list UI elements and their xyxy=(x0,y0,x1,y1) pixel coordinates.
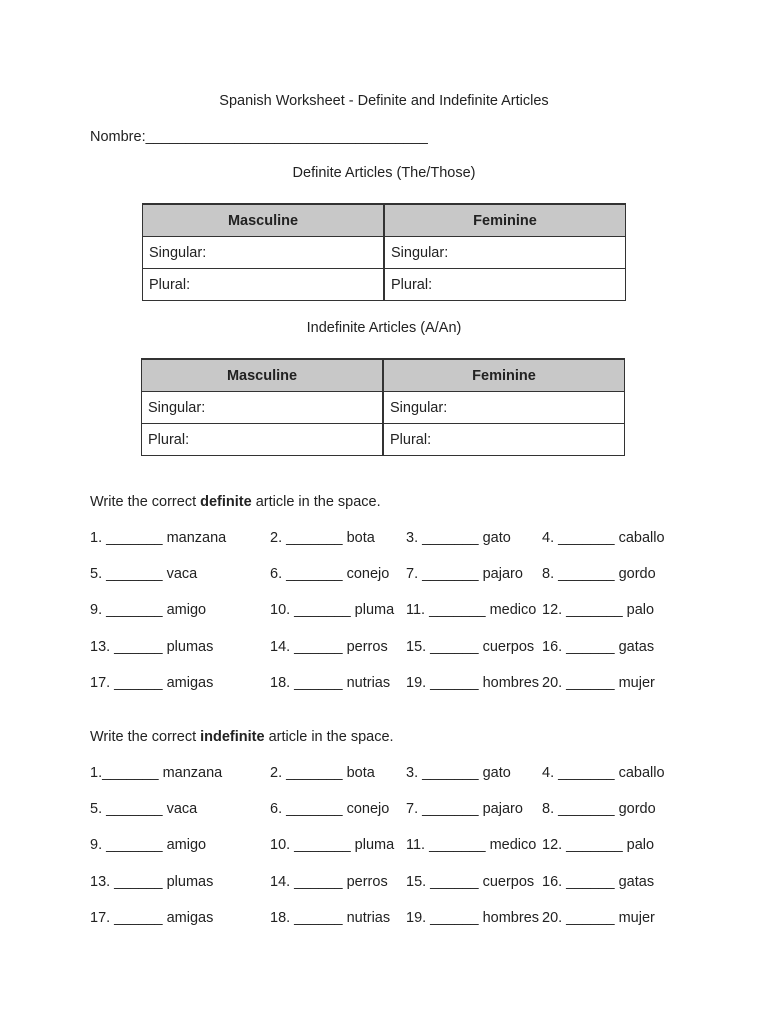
exercise-row xyxy=(0,675,768,695)
exercise-item[interactable]: 5. _______ vaca xyxy=(90,566,198,583)
indefinite-header-masculine: Masculine xyxy=(142,359,384,392)
exercise-item[interactable]: 19. ______ hombres xyxy=(406,909,540,926)
exercise-item[interactable]: 8. _______ gordo xyxy=(542,566,656,583)
definite-header-masculine: Masculine xyxy=(143,204,385,237)
indefinite-fem-singular-cell[interactable]: Singular: xyxy=(383,392,625,424)
instruction-text: article in the space. xyxy=(251,494,381,510)
exercise-item[interactable]: 17. ______ amigas xyxy=(90,674,214,691)
exercise-item[interactable]: 5. _______ vaca xyxy=(90,801,198,818)
exercise-item[interactable]: 19. ______ hombres xyxy=(406,674,540,691)
exercise-row xyxy=(0,566,768,586)
exercise-item[interactable]: 11. _______ medico xyxy=(406,602,537,619)
indefinite-header-feminine: Feminine xyxy=(383,359,625,392)
indefinite-table-caption: Indefinite Articles (A/An) xyxy=(306,320,462,336)
instruction-text: Write the correct xyxy=(90,729,201,745)
exercise-item[interactable]: 18. ______ nutrias xyxy=(270,909,391,926)
indefinite-masc-plural-cell[interactable]: Plural: xyxy=(142,424,384,456)
exercise-item[interactable]: 20. ______ mujer xyxy=(542,674,655,691)
definite-articles-table xyxy=(142,203,626,301)
exercise-item[interactable]: 17. ______ amigas xyxy=(90,909,214,926)
definite-instruction xyxy=(90,494,381,510)
exercise-item[interactable]: 16. ______ gatas xyxy=(542,873,655,890)
exercise-row xyxy=(0,639,768,659)
exercise-item[interactable]: 12. _______ palo xyxy=(542,837,655,854)
exercise-item[interactable]: 2. _______ bota xyxy=(270,530,375,546)
exercise-item[interactable]: 8. _______ gordo xyxy=(542,801,656,818)
instruction-emphasis: definite xyxy=(200,494,252,510)
instruction-text: Write the correct xyxy=(90,494,201,510)
definite-masc-plural-cell[interactable]: Plural: xyxy=(143,269,385,301)
exercise-item[interactable]: 15. ______ cuerpos xyxy=(406,638,535,655)
exercise-item[interactable]: 9. _______ amigo xyxy=(90,837,207,854)
definite-fem-plural-cell[interactable]: Plural: xyxy=(384,269,626,301)
indefinite-fem-plural-cell[interactable]: Plural: xyxy=(383,424,625,456)
exercise-item[interactable]: 12. _______ palo xyxy=(542,602,655,619)
definite-masc-singular-cell[interactable]: Singular: xyxy=(143,237,385,269)
exercise-item[interactable]: 15. ______ cuerpos xyxy=(406,873,535,890)
exercise-item[interactable]: 6. _______ conejo xyxy=(270,566,390,583)
exercise-row xyxy=(0,530,768,550)
exercise-item[interactable]: 9. _______ amigo xyxy=(90,602,207,619)
definite-table-caption: Definite Articles (The/Those) xyxy=(292,165,476,181)
exercise-item[interactable]: 20. ______ mujer xyxy=(542,909,655,926)
exercise-row xyxy=(0,837,768,857)
definite-header-feminine: Feminine xyxy=(384,204,626,237)
exercise-item[interactable]: 6. _______ conejo xyxy=(270,801,390,818)
exercise-row xyxy=(0,602,768,622)
worksheet-title: Spanish Worksheet - Definite and Indefinite Articles xyxy=(219,93,549,109)
exercise-item[interactable]: 1. _______ manzana xyxy=(90,530,227,546)
exercise-row xyxy=(0,874,768,894)
exercise-item[interactable]: 10. _______ pluma xyxy=(270,837,395,854)
exercise-row xyxy=(0,910,768,930)
indefinite-articles-table xyxy=(141,358,625,456)
exercise-item[interactable]: 2. _______ bota xyxy=(270,765,375,781)
exercise-item[interactable]: 4. _______ caballo xyxy=(542,765,665,781)
exercise-item[interactable]: 3. _______ gato xyxy=(406,530,511,546)
exercise-item[interactable]: 14. ______ perros xyxy=(270,638,388,655)
exercise-item[interactable]: 7. _______ pajaro xyxy=(406,801,523,818)
definite-fem-singular-cell[interactable]: Singular: xyxy=(384,237,626,269)
instruction-emphasis: indefinite xyxy=(200,729,265,745)
exercise-item[interactable]: 3. _______ gato xyxy=(406,765,511,781)
exercise-item[interactable]: 1._______ manzana xyxy=(90,765,223,781)
name-field-line: Nombre:___________________________________ xyxy=(90,129,428,145)
exercise-item[interactable]: 10. _______ pluma xyxy=(270,602,395,619)
exercise-item[interactable]: 13. ______ plumas xyxy=(90,638,214,655)
exercise-row xyxy=(0,765,768,785)
indefinite-masc-singular-cell[interactable]: Singular: xyxy=(142,392,384,424)
exercise-row xyxy=(0,801,768,821)
exercise-item[interactable]: 16. ______ gatas xyxy=(542,638,655,655)
exercise-item[interactable]: 7. _______ pajaro xyxy=(406,566,523,583)
exercise-item[interactable]: 14. ______ perros xyxy=(270,873,388,890)
exercise-item[interactable]: 4. _______ caballo xyxy=(542,530,665,546)
exercise-item[interactable]: 13. ______ plumas xyxy=(90,873,214,890)
indefinite-instruction xyxy=(90,729,394,745)
exercise-item[interactable]: 11. _______ medico xyxy=(406,837,537,854)
exercise-item[interactable]: 18. ______ nutrias xyxy=(270,674,391,691)
instruction-text: article in the space. xyxy=(264,729,394,745)
